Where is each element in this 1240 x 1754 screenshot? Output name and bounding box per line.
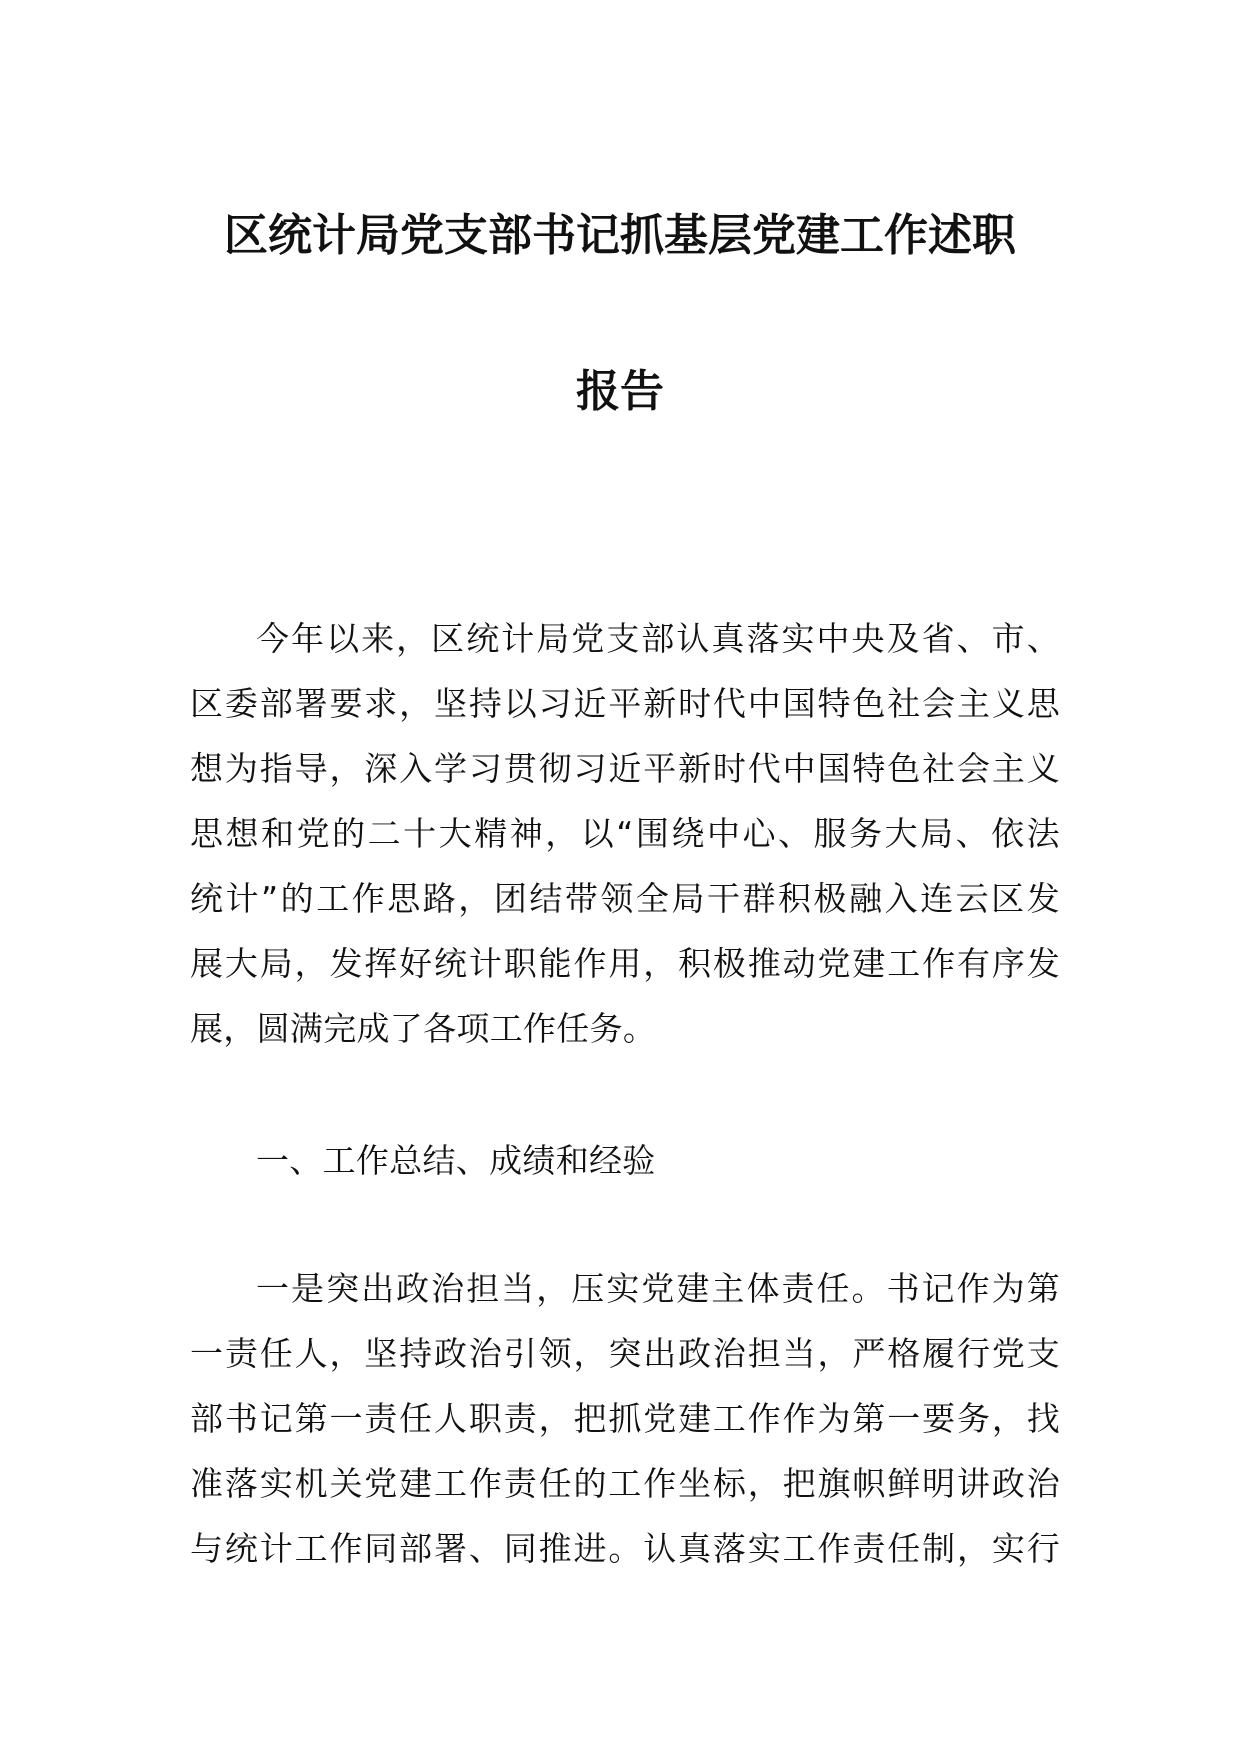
paragraph-line: 展，圆满完成了各项工作任务。	[190, 1009, 657, 1048]
paragraph-line: 一是突出政治担当，压实党建主体责任。书记作为第	[256, 1269, 1060, 1308]
paragraph-intro	[190, 606, 1060, 1061]
paragraph-line: 区委部署要求，坚持以习近平新时代中国特色社会主义思	[190, 684, 1060, 723]
paragraph-line: 今年以来，区统计局党支部认真落实中央及省、市、	[256, 619, 1060, 658]
paragraph-political-responsibility	[190, 1256, 1060, 1581]
paragraph-line: 一责任人，坚持政治引领，突出政治担当，严格履行党支	[190, 1334, 1060, 1373]
document-title-line-1: 区统计局党支部书记抓基层党建工作述职	[224, 210, 1016, 261]
paragraph-line: 想为指导，深入学习贯彻习近平新时代中国特色社会主义	[190, 749, 1060, 788]
paragraph-line: 展大局，发挥好统计职能作用，积极推动党建工作有序发	[190, 944, 1060, 983]
document-title-line-2: 报告	[576, 366, 664, 417]
paragraph-line: 与统计工作同部署、同推进。认真落实工作责任制，实行	[190, 1529, 1060, 1568]
section-heading	[190, 1128, 1060, 1193]
paragraph-line: 部书记第一责任人职责，把抓党建工作作为第一要务，找	[190, 1399, 1060, 1438]
section-heading-text: 一、工作总结、成绩和经验	[256, 1141, 656, 1180]
paragraph-line: 准落实机关党建工作责任的工作坐标，把旗帜鲜明讲政治	[190, 1464, 1060, 1503]
paragraph-line: 思想和党的二十大精神，以“围绕中心、服务大局、依法	[190, 814, 1060, 853]
paragraph-line: 统计”的工作思路，团结带领全局干群积极融入连云区发	[190, 879, 1060, 918]
